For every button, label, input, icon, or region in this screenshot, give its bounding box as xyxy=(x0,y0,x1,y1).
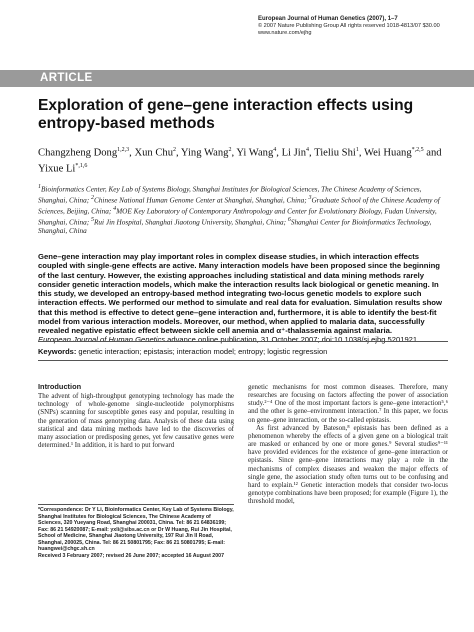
affiliation-text: Chinese National Human Genome Center at Shanghai, Shanghai, China; xyxy=(93,196,309,205)
author-name: Xun Chu xyxy=(134,147,174,159)
journal-copyright: © 2007 Nature Publishing Group All rights reserved 1018-4813/07 $30.00 xyxy=(258,23,440,30)
author-name: Yi Wang xyxy=(236,147,274,159)
citation-journal: European Journal of Human Genetics xyxy=(38,335,166,345)
author-separator: , xyxy=(129,147,135,159)
affiliation-text: Graduate School of the Chinese Academy of Sciences, Beijing, China; xyxy=(38,196,440,216)
abstract xyxy=(38,252,448,345)
author-separator: , xyxy=(176,147,181,159)
author-separator: and xyxy=(423,147,442,159)
correspondence-text: *Correspondence: Dr Y Li, Bioinformatics Center, Key Lab of Systems Biology, Shanghai Institutes for Biological Sciences, The Chinese Academy of Sciences, 320 Yueyang Road, Shanghai 200031, China. Tel: 86 21 64836199; Fax: 86 21 54920087; E-mail: yxli@sibs.ac.cn or Dr W Huang, Rui Jin Hospital, School of Medicine, Shanghai Jiaotong University, 197 Rui Jin II Road, Shanghai, 200025, China. Tel: 86 21 50801795; Fax: 86 21 50801795; E-mail: huangwei@chgc.sh.cn xyxy=(38,507,234,553)
paper-title: Exploration of gene–gene interaction effects using entropy-based methods xyxy=(38,97,414,132)
affiliations xyxy=(38,183,446,236)
author-affiliation-marker: 2 xyxy=(228,147,232,153)
author-separator: , xyxy=(231,147,237,159)
introduction-right-paragraph-2: As first advanced by Bateson,⁸ epistasis has been defined as a phenomenon whereby the effects of a given gene on a biological trait are masked or enhanced by one or more genes.⁹ Several studies⁹⁻¹¹ have provided evidences for the existence of gene–gene interaction or epistasis. Since gene–gene interactions may play a role in the mechanisms of complex diseases and weaken the major effects of single gene, the association study often turns out to be confusing and hard to explain.¹² Genetic interaction models that consider two-locus genotype combinations have been proposed; for example (Figure 1), the threshold model, xyxy=(248,423,448,506)
affiliation-marker: 2 xyxy=(90,195,94,201)
affiliation-text: Shanghai Center for Bioinformatics Technology, Shanghai, China xyxy=(38,218,432,235)
citation-text: advance online publication, 31 October 2007; doi:10.1038/sj.ejhg.5201921 xyxy=(165,335,418,345)
affiliation-marker: 4 xyxy=(113,206,117,212)
right-column xyxy=(248,383,448,505)
author-name: Changzheng Dong xyxy=(38,147,118,159)
author-affiliation-marker: 4 xyxy=(306,147,309,153)
received-dates: Received 3 February 2007; revised 26 June 2007; accepted 16 August 2007 xyxy=(38,552,224,559)
author-name: Ying Wang xyxy=(180,147,229,159)
author-affiliation-marker: 1,2,3 xyxy=(117,147,130,153)
keywords-label: Keywords: xyxy=(38,347,77,356)
keywords-top-rule xyxy=(38,341,448,342)
affiliation-marker: 6 xyxy=(287,217,291,223)
keywords xyxy=(38,347,448,356)
keywords-bottom-rule xyxy=(38,360,448,361)
author-separator: , xyxy=(276,147,282,159)
affiliation-marker: 1 xyxy=(38,184,41,190)
affiliation-marker: 3 xyxy=(308,195,312,201)
keywords-text: genetic interaction; epistasis; interaction model; entropy; logistic regression xyxy=(76,347,328,356)
affiliation-marker: 5 xyxy=(90,217,94,223)
correspondence xyxy=(38,507,234,559)
author-name: Tieliu Shi xyxy=(314,147,356,159)
author-separator: , xyxy=(358,147,364,159)
author-affiliation-marker: *,2,5 xyxy=(411,147,424,153)
introduction-right-paragraph-1: genetic mechanisms for most common diseases. Therefore, many researches are focusing on factors affecting the power of association study.²⁻⁴ One of the most important factors is gene–gene interaction⁵,⁶ and the other is gene–environment interaction.⁷ In this paper, we focus on gene–gene interaction, or the so-called epistasis. xyxy=(248,383,448,424)
author-name: Wei Huang xyxy=(363,147,412,159)
author-separator: , xyxy=(309,147,315,159)
citation xyxy=(38,335,417,344)
introduction-heading: Introduction xyxy=(38,382,82,391)
author-affiliation-marker: 2 xyxy=(173,147,177,153)
introduction-left-paragraph: The advent of high-throughput genotyping technology has made the technology of whole-genome single-nucleotide polymorphisms (SNPs) scanning for susceptible genes easy and popular, resulting in the generation of mass genotyping data. Analysis of these data using statistical and data mining methods have led to the discoveries of many association or predisposing genes, yet few causative genes were determined.¹ In addition, it is hard to put forward xyxy=(38,392,234,450)
affiliation-text: Bioinformatics Center, Key Lab of Systems Biology, Shanghai Institutes for Biological Sciences, The Chinese Academy of Sciences, Shanghai, China; xyxy=(38,185,422,205)
journal-header xyxy=(258,16,470,38)
affiliation-text: MOE Key Laboratory of Contemporary Anthropology and Center for Evolutionary Biology, Fudan University, Shanghai, China; xyxy=(38,207,437,227)
journal-url[interactable]: www.nature.com/ejhg xyxy=(258,30,312,37)
author-affiliation-marker: 4 xyxy=(273,147,277,153)
author-name: Li Jin xyxy=(281,147,306,159)
correspondence-rule xyxy=(38,504,234,505)
left-column xyxy=(38,383,234,449)
affiliation-text: Rui Jin Hospital, Shanghai Jiaotong University, Shanghai, China; xyxy=(93,218,288,227)
abstract-text: Gene–gene interaction may play important roles in complex disease studies, in which interaction effects coupled with single-gene effects are active. Many interaction models have been proposed since the beginning of the last century. However, the existing approaches including statistical and data mining methods rarely consider genetic interaction models, which make the interaction results lack biological or genetic meaning. In this study, we developed an entropy-based method integrating two-locus genetic models to explore such interaction effects. We performed our method to simulate and real data for evaluation. Simulation results show that this method is effective to detect gene–gene interaction and, furthermore, it is able to identify the best-fit model from various interaction models. Moreover, our method, when applied to malaria data, successfully revealed negative epistatic effect between sickle cell anemia and α⁺-thalassemia against malaria. xyxy=(38,252,442,335)
author-name: Yixue Li xyxy=(38,163,76,175)
article-band xyxy=(0,70,474,87)
author-list xyxy=(38,144,448,175)
article-label: ARTICLE xyxy=(40,72,93,84)
author-affiliation-marker: 1 xyxy=(355,147,359,153)
journal-name: European Journal of Human Genetics (2007), 1–7 xyxy=(258,16,398,22)
author-affiliation-marker: *,1,6 xyxy=(75,162,88,169)
